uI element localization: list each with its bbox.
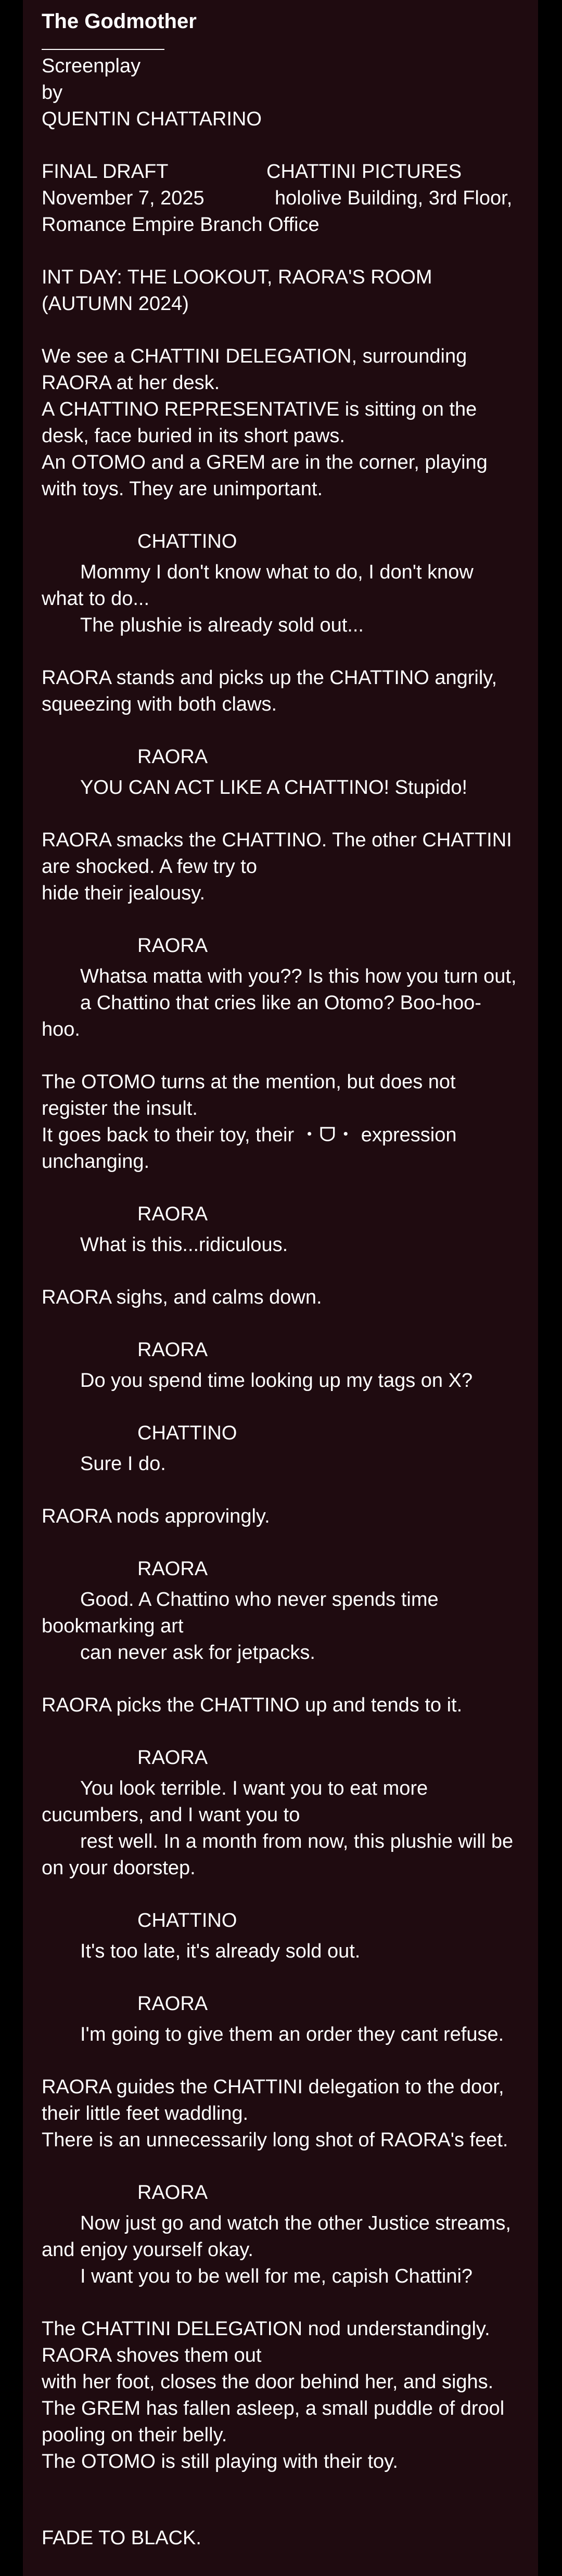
block-spacer bbox=[42, 2048, 519, 2074]
character-name: RAORA bbox=[137, 746, 208, 768]
action-block bbox=[42, 1503, 519, 1530]
block-spacer bbox=[42, 503, 519, 529]
action-block bbox=[42, 665, 519, 718]
block-spacer bbox=[42, 2290, 519, 2316]
block-spacer bbox=[42, 639, 519, 665]
dialogue-block bbox=[42, 2180, 519, 2290]
dialogue-line: The plushie is already sold out... bbox=[80, 614, 364, 636]
dialogue-block bbox=[42, 529, 519, 639]
dialogue-line: It's too late, it's already sold out. bbox=[80, 1940, 361, 1962]
dialogue-line: I want you to be well for me, capish Chattini? bbox=[80, 2265, 473, 2287]
block-spacer bbox=[42, 1965, 519, 1991]
dialogue-line: a Chattino that cries like an Otomo? Boo-hoo-hoo. bbox=[42, 992, 481, 1040]
dialogue-line: What is this...ridiculous. bbox=[80, 1234, 288, 1256]
action-block bbox=[42, 2074, 519, 2154]
action-block bbox=[42, 827, 519, 907]
address-line: Romance Empire Branch Office bbox=[42, 214, 320, 236]
action-line: RAORA smacks the CHATTINO. The other CHATTINI are shocked. A few try to bbox=[42, 829, 512, 878]
block-spacer bbox=[42, 1175, 519, 1201]
action-line: The CHATTINI DELEGATION nod understandingly. RAORA shoves them out bbox=[42, 2318, 490, 2366]
dialogue-line: rest well. In a month from now, this plushie will be on your doorstep. bbox=[42, 1831, 514, 1879]
dialogue-line: Whatsa matta with you?? Is this how you turn out, bbox=[80, 965, 517, 987]
block-spacer bbox=[42, 718, 519, 744]
action-line: There is an unnecessarily long shot of RAORA's feet. bbox=[42, 2129, 508, 2151]
dialogue-block bbox=[42, 933, 519, 1043]
action-line: with her foot, closes the door behind her, and sighs. bbox=[42, 2371, 494, 2393]
credit-line: Screenplay bbox=[42, 55, 141, 77]
action-block bbox=[42, 2316, 519, 2475]
action-line: The OTOMO turns at the mention, but does not register the insult. bbox=[42, 1071, 456, 1119]
title-page-info bbox=[42, 159, 519, 238]
character-name: RAORA bbox=[137, 935, 208, 957]
character-name: RAORA bbox=[137, 1747, 208, 1769]
block-spacer bbox=[42, 1666, 519, 1692]
draft-label: FINAL DRAFT bbox=[42, 161, 169, 183]
block-spacer bbox=[42, 801, 519, 827]
credits bbox=[42, 53, 519, 133]
dialogue-line: YOU CAN ACT LIKE A CHATTINO! Stupido! bbox=[80, 777, 468, 798]
dialogue-line: Now just go and watch the other Justice streams, and enjoy yourself okay. bbox=[42, 2212, 511, 2261]
action-block bbox=[42, 343, 519, 503]
draft-date: November 7, 2025 bbox=[42, 187, 205, 209]
action-line: A CHATTINO REPRESENTATIVE is sitting on the desk, face buried in its short paws. bbox=[42, 398, 477, 447]
fade-out-transition: FADE TO BLACK. bbox=[42, 2527, 201, 2549]
action-block bbox=[42, 1069, 519, 1175]
action-line: RAORA picks the CHATTINO up and tends to it. bbox=[42, 1694, 463, 1716]
title-underline bbox=[42, 49, 164, 50]
credit-line: by bbox=[42, 82, 63, 104]
action-line: hide their jealousy. bbox=[42, 882, 206, 904]
block-spacer bbox=[42, 1530, 519, 1556]
character-name: CHATTINO bbox=[137, 1422, 237, 1444]
dialogue-line: Sure I do. bbox=[80, 1453, 166, 1475]
action-line: RAORA sighs, and calms down. bbox=[42, 1286, 322, 1308]
block-spacer bbox=[42, 1394, 519, 1420]
dialogue-line: Do you spend time looking up my tags on X? bbox=[80, 1370, 473, 1392]
action-line: We see a CHATTINI DELEGATION, surrounding RAORA at her desk. bbox=[42, 345, 467, 394]
action-block bbox=[42, 1284, 519, 1311]
block-spacer bbox=[42, 1719, 519, 1745]
block-spacer bbox=[42, 317, 519, 343]
action-block bbox=[42, 1692, 519, 1719]
character-name: RAORA bbox=[137, 1558, 208, 1580]
character-name: RAORA bbox=[137, 1993, 208, 2015]
dialogue-line: Good. A Chattino who never spends time bookmarking art bbox=[42, 1589, 439, 1637]
character-name: CHATTINO bbox=[137, 1910, 237, 1931]
character-name: RAORA bbox=[137, 1203, 208, 1225]
script-body bbox=[42, 317, 519, 2475]
dialogue-block bbox=[42, 1745, 519, 1882]
action-line: RAORA stands and picks up the CHATTINO angrily, squeezing with both claws. bbox=[42, 667, 497, 715]
dialogue-block bbox=[42, 1556, 519, 1666]
dialogue-line: Mommy I don't know what to do, I don't know what to do... bbox=[42, 561, 474, 610]
dialogue-block bbox=[42, 1201, 519, 1258]
screenplay-page bbox=[23, 0, 538, 2576]
block-spacer bbox=[42, 1258, 519, 1284]
screenplay-title: The Godmother bbox=[42, 10, 197, 33]
dialogue-block bbox=[42, 1337, 519, 1394]
scene-heading: INT DAY: THE LOOKOUT, RAORA'S ROOM (AUTUMN 2024) bbox=[42, 266, 432, 315]
dialogue-block bbox=[42, 1420, 519, 1477]
action-line: RAORA nods approvingly. bbox=[42, 1505, 270, 1527]
dialogue-block bbox=[42, 744, 519, 801]
dialogue-block bbox=[42, 1991, 519, 2048]
block-spacer bbox=[42, 907, 519, 933]
author-name: QUENTIN CHATTARINO bbox=[42, 108, 262, 130]
action-line: RAORA guides the CHATTINI delegation to the door, their little feet waddling. bbox=[42, 2076, 504, 2124]
character-name: RAORA bbox=[137, 1339, 208, 1361]
action-line: The GREM has fallen asleep, a small puddle of drool pooling on their belly. bbox=[42, 2398, 505, 2446]
action-line: It goes back to their toy, their ・ᗜ・ expression unchanging. bbox=[42, 1124, 457, 1173]
character-name: CHATTINO bbox=[137, 531, 237, 552]
dialogue-block bbox=[42, 1908, 519, 1965]
block-spacer bbox=[42, 1043, 519, 1069]
dialogue-line: can never ask for jetpacks. bbox=[80, 1642, 315, 1664]
block-spacer bbox=[42, 1477, 519, 1503]
action-line: An OTOMO and a GREM are in the corner, playing with toys. They are unimportant. bbox=[42, 452, 488, 500]
dialogue-line: I'm going to give them an order they cant refuse. bbox=[80, 2024, 504, 2045]
address-line: hololive Building, 3rd Floor, bbox=[275, 187, 513, 209]
block-spacer bbox=[42, 1311, 519, 1337]
character-name: RAORA bbox=[137, 2182, 208, 2204]
block-spacer bbox=[42, 1882, 519, 1908]
dialogue-line: You look terrible. I want you to eat more cucumbers, and I want you to bbox=[42, 1778, 428, 1826]
block-spacer bbox=[42, 2154, 519, 2180]
action-line: The OTOMO is still playing with their toy. bbox=[42, 2451, 398, 2472]
company-name: CHATTINI PICTURES bbox=[266, 161, 462, 183]
